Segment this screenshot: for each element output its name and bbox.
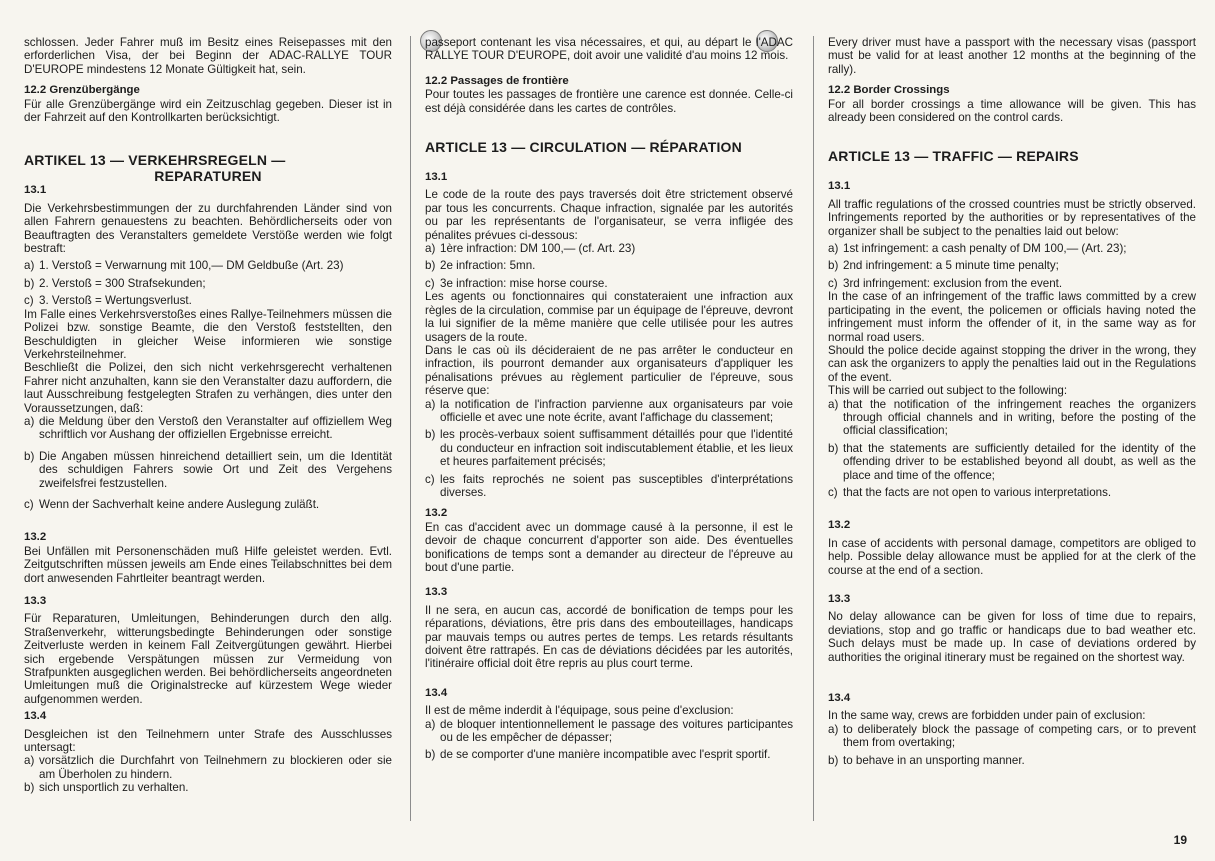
list-item: b) 2. Verstoß = 300 Strafsekunden; [24, 276, 206, 290]
section-13-4-text: Il est de même inderdit à l'équipage, sous peine d'exclusion: [425, 704, 734, 718]
german-column [24, 36, 392, 831]
section-13-1-paragraph: Beschließt die Polizei, den sich nicht verkehrsgerecht verhaltenen Fahrer nicht anzuhalten, kann sie den Veranstalter dazu auffordern, die laut Ausschreibung festgelegten Strafen zu verhängen, dies unter den Voraussetzungen, daß: [24, 361, 392, 415]
section-13-2-text: Bei Unfällen mit Personenschäden muß Hilfe geleistet werden. Evtl. Zeitgutschriften müssen jeweils am Ende eines Teilabschnittes bei dem dort anwesenden Fahrtleiter beantragt werden. [24, 544, 392, 585]
section-13-1-paragraph: In the case of an infringement of the traffic laws committed by a crew participating in the event, the policemen or officials having noted the infringement must inform the offender of it, in the same way as for normal road users. [828, 290, 1196, 344]
french-column [425, 36, 793, 831]
section-13-4-text: In the same way, crews are forbidden under pain of exclusion: [828, 709, 1146, 723]
list-item: a) vorsätzlich die Durchfahrt von Teilnehmern zu blockieren oder sie am Überholen zu hindern. [24, 754, 392, 781]
section-13-4-heading: 13.4 [425, 686, 448, 699]
section-12-2-heading: 12.2 Grenzübergänge [24, 84, 140, 97]
penalty-list [425, 242, 793, 290]
section-13-1-heading: 13.1 [425, 171, 448, 184]
penalty-list [828, 242, 1196, 290]
list-item: c) 3. Verstoß = Wertungsverlust. [24, 294, 192, 308]
section-13-1-heading: 13.1 [828, 180, 851, 193]
list-item: c) Wenn der Sachverhalt keine andere Auslegung zuläßt. [24, 497, 320, 511]
section-13-4-heading: 13.4 [828, 692, 851, 705]
intro-paragraph: Every driver must have a passport with the necessary visas (passport must be valid for at least another 12 months at the beginning of the rally). [828, 36, 1196, 76]
intro-paragraph: schlossen. Jeder Fahrer muß im Besitz eines Reisepasses mit den erforderlichen Visa, der bei Beginn der ADAC-RALLYE TOUR D'EUROPE mindestens 12 Monate Gültigkeit hat, sein. [24, 36, 392, 76]
section-13-1-paragraph: Im Falle eines Verkehrsverstoßes eines Rallye-Teilnehmers müssen die Polizei bzw. sonstige Beamte, die den Verstoß feststellten, den Beschuldigten in gleicher Weise informieren wie sonstige Verkehrsteilnehmer. [24, 307, 392, 361]
list-item: c) 3rd infringement: exclusion from the event. [828, 276, 1063, 290]
section-13-2-heading: 13.2 [828, 519, 851, 532]
article-13-title: ARTICLE 13 — CIRCULATION — RÉPARATION [425, 139, 742, 156]
section-13-4-text: Desgleichen ist den Teilnehmern unter Strafe des Ausschlusses untersagt: [24, 727, 392, 755]
list-item: b) 2nd infringement: a 5 minute time penalty; [828, 259, 1059, 273]
list-item: b) that the statements are sufficiently detailed for the identity of the offending driver to be established beyond all doubt, as well as the place and time of the offence; [828, 441, 1196, 482]
section-13-3-text: Il ne sera, en aucun cas, accordé de bonification de temps pour les réparations, déviations, être pris dans des embouteillages, handicaps par mauvais temps ou autres pertes de temps. Les retards résultants doivent être rattrapés. En cas de déviations décidées par les autorités, l'itinéraire official doit être repris au plus court terme. [425, 603, 793, 671]
section-13-3-heading: 13.3 [24, 595, 47, 607]
list-item: b) sich unsportlich zu verhalten. [24, 781, 189, 795]
section-13-2-heading: 13.2 [24, 531, 47, 544]
condition-list [24, 415, 392, 511]
section-13-2-text: En cas d'accident avec un dommage causé à la personne, il est le devoir de chaque concurrent d'apporter son aide. Des éventuelles bonifications de temps sont a demander au directeur de l'épreuve au bout d'une partie. [425, 520, 793, 574]
list-item: b) de se comporter d'une manière incompatible avec l'esprit sportif. [425, 748, 771, 762]
section-13-1-paragraph: Should the police decide against stopping the driver in the wrong, they can ask the organizers to apply the penalties laid out in the Regulations of the event. [828, 343, 1196, 384]
intro-paragraph: passeport contenant les visa nécessaires, et qui, au départ le l'ADAC RALLYE TOUR D'EUROPE, doit avoir une validité d'au moins 12 mois. [425, 36, 793, 63]
section-12-2-text: For all border crossings a time allowance will be given. This has already been considered on the control cards. [828, 97, 1196, 125]
section-13-1-paragraph: Les agents ou fonctionnaires qui constateraient une infraction aux règles de la circulation, commise par un équipage de l'épreuve, devront la lui signifier de la même manière que celle utilisée pour les autres usagers de la route. [425, 290, 793, 344]
section-13-3-text: No delay allowance can be given for loss of time due to repairs, deviations, stop and go traffic or handicaps due to bad weather etc. Such delays must be made up. In case of deviations ordered by authorities the original itinerary must be regained on the shortest way. [828, 610, 1196, 664]
section-12-2-text: Pour toutes les passages de frontière une carence est donnée. Celle-ci est déjà considérée dans les cartes de contrôles. [425, 88, 793, 115]
section-12-2-text: Für alle Grenzübergänge wird ein Zeitzuschlag gegeben. Dieser ist in der Fahrzeit auf den Kontrollkarten berücksichtigt. [24, 97, 392, 125]
section-13-1-paragraph: All traffic regulations of the crossed countries must be strictly observed. Infringements reported by the authorities or by representatives of the organizer shall be subject to the penalties laid out below: [828, 197, 1196, 238]
column-divider [410, 36, 411, 821]
section-13-1-paragraph: Dans le cas où ils décideraient de ne pas arrêter le conducteur en infraction, ils pourront demander aux organisateurs d'appliquer les pénalisations prévues au règlement particulier de l'épreuve, sous réserve que: [425, 343, 793, 398]
section-13-1-paragraph: Die Verkehrsbestimmungen der zu durchfahrenden Länder sind von allen Fahrern genauestens zu beachten. Behördlicherseits oder von Beauftragten des Veranstalters gemeldete Verstöße werden wie folgt bestraft: [24, 201, 392, 256]
prohibition-list [24, 754, 392, 794]
list-item: a) 1ère infraction: DM 100,— (cf. Art. 23) [425, 242, 636, 256]
condition-list [425, 398, 793, 500]
section-13-2-text: In case of accidents with personal damage, competitors are obliged to help. Possible delay allowance must be applied for at the clerk of the course at the end of a section. [828, 536, 1196, 577]
list-item: c) that the facts are not open to various interpretations. [828, 485, 1112, 499]
list-item: a) die Meldung über den Verstoß den Veranstalter auf offiziellem Weg schriftlich vor Aushang der offiziellen Ergebnisse erreicht. [24, 414, 392, 442]
article-13-title-cont: REPARATUREN [154, 168, 262, 185]
list-item: b) 2e infraction: 5mn. [425, 259, 536, 273]
penalty-list [24, 259, 392, 307]
column-divider [813, 36, 814, 821]
list-item: a) that the notification of the infringement reaches the organizers through official channels and in writing, before the posting of the official classification; [828, 397, 1196, 438]
list-item: a) 1st infringement: a cash penalty of DM 100,— (Art. 23); [828, 242, 1127, 256]
section-12-2-heading: 12.2 Border Crossings [828, 84, 950, 97]
list-item: c) les faits reprochés ne soient pas susceptibles d'interprétations diverses. [425, 472, 793, 499]
list-item: b) Die Angaben müssen hinreichend detailliert sein, um die Identität des schuldigen Fahrers sowie Ort und Zeit des Vergehens zweifelsfrei festzustellen. [24, 449, 392, 490]
list-item: a) la notification de l'infraction parvienne aux organisateurs par voie officielle et avec une note écrite, avant l'affichage du classement; [425, 397, 793, 424]
section-13-4-heading: 13.4 [24, 710, 47, 723]
list-item: a) 1. Verstoß = Verwarnung mit 100,— DM Geldbuße (Art. 23) [24, 259, 344, 273]
section-12-2-heading: 12.2 Passages de frontière [425, 74, 569, 87]
article-13-title: ARTICLE 13 — TRAFFIC — REPAIRS [828, 148, 1079, 165]
list-item: b) to behave in an unsporting manner. [828, 753, 1025, 767]
section-13-1-heading: 13.1 [24, 184, 47, 197]
english-column [828, 36, 1196, 831]
page-number: 19 [1173, 833, 1187, 847]
list-item: a) to deliberately block the passage of competing cars, or to prevent them from overtaking; [828, 722, 1196, 750]
section-13-3-heading: 13.3 [425, 586, 448, 599]
section-13-3-text: Für Reparaturen, Umleitungen, Behinderungen durch den allg. Straßenverkehr, witterungsbedingte Behinderungen oder sonstige Zeitverluste werden in keinem Fall Zeitvergütungen gewährt. Hierbei sich ergebende Verspätungen müssen zur Vermeidung von Strafpunkten ausgeglichen werden. Bei behördlicherseits angeordneten Umleitungen muß die Originalstrecke auf kürzestem Wege wieder aufgenommen werden. [24, 612, 392, 706]
list-item: a) de bloquer intentionnellement le passage des voitures participantes ou de les empêcher de dépasser; [425, 717, 793, 745]
article-13-title: ARTIKEL 13 — VERKEHRSREGELN — [24, 152, 286, 169]
list-item: b) les procès-verbaux soient suffisamment détaillés pour que l'identité du conducteur en infraction soit indiscutablement établie, et les lieux et heures parfaitement précisés; [425, 428, 793, 469]
prohibition-list [425, 718, 793, 762]
condition-list [828, 398, 1196, 500]
section-13-1-paragraph: Le code de la route des pays traversés doit être strictement observé par tous les concurrents. Chaque infraction, signalée par les autorités ou par les représentants de l'organisateur, se verra infligée des pénalites prévues ci-dessous: [425, 188, 793, 242]
section-13-1-paragraph: This will be carried out subject to the following: [828, 384, 1068, 398]
section-13-3-heading: 13.3 [828, 593, 851, 605]
list-item: c) 3e infraction: mise horse course. [425, 276, 608, 290]
prohibition-list [828, 723, 1196, 767]
section-13-2-heading: 13.2 [425, 507, 448, 520]
